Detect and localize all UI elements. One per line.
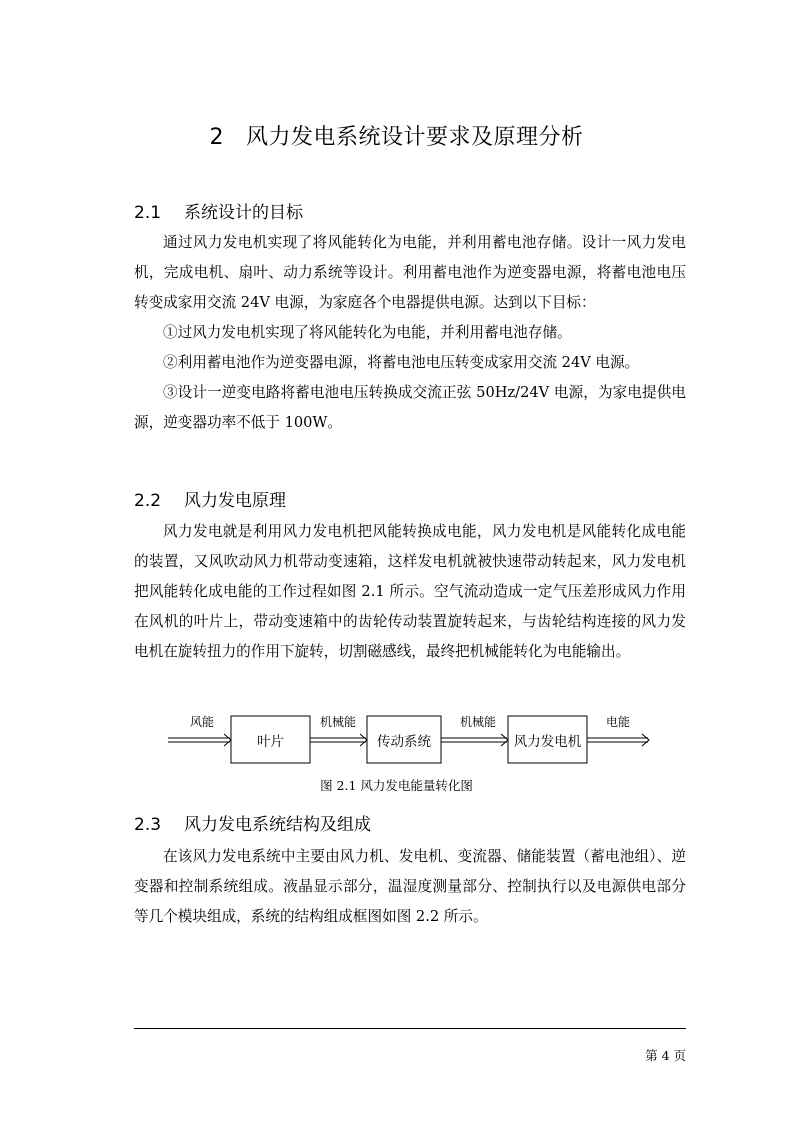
block-transmission bbox=[367, 716, 441, 763]
label-mechanical-energy: 机械能 bbox=[459, 715, 497, 729]
section-2-1-body bbox=[134, 228, 686, 438]
section-title: 系统设计的目标 bbox=[184, 203, 303, 223]
section-2-2-body bbox=[134, 517, 686, 667]
list-item: ③设计一逆变电路将蓄电池电压转换成交流正弦 50Hz/24V 电源，为家电提供电源，逆变器功率不低于 100W。 bbox=[134, 384, 686, 431]
section-heading-2-2 bbox=[134, 486, 286, 511]
figure-caption: 图 2.1 风力发电能量转化图 bbox=[320, 778, 473, 793]
arrow-wind-energy bbox=[168, 734, 231, 746]
footer-divider bbox=[134, 1028, 686, 1029]
section-number: 2.1 bbox=[134, 203, 162, 223]
block-label: 传动系统 bbox=[377, 734, 431, 750]
block-generator bbox=[508, 716, 587, 763]
block-label: 风力发电机 bbox=[513, 734, 582, 750]
block-blade bbox=[231, 716, 310, 763]
energy-conversion-diagram bbox=[160, 706, 660, 768]
paragraph: 风力发电就是利用风力发电机把风能转换成电能，风力发电机是风能转化成电能的装置，又风吹动风力机带动变速箱，这样发电机就被快速带动转起来，风力发电机把风能转化成电能的工作过程如图 2.1 所示。空气流动造成一定气压差形成风力作用在风机的叶片上，带动变速箱中的齿轮传动装置旋转起来，与齿轮结构连接的风力发电机在旋转扭力的作用下旋转，切割磁感线，最终把机械能转化为电能输出。 bbox=[134, 523, 686, 660]
section-title: 风力发电系统结构及组成 bbox=[184, 815, 371, 835]
section-number: 2.2 bbox=[134, 491, 162, 511]
arrow-mechanical-2 bbox=[441, 734, 508, 746]
arrow-electric-energy bbox=[587, 734, 649, 746]
block-label: 叶片 bbox=[257, 734, 284, 750]
label-mechanical-energy: 机械能 bbox=[319, 715, 357, 729]
label-wind-energy: 风能 bbox=[189, 715, 215, 729]
list-item: ②利用蓄电池作为逆变器电源，将蓄电池电压转变成家用交流 24V 电源。 bbox=[163, 354, 640, 371]
paragraph: 在该风力发电系统中主要由风力机、发电机、变流器、储能装置（蓄电池组）、逆变器和控制系统组成。液晶显示部分，温湿度测量部分、控制执行以及电源供电部分等几个模块组成，系统的结构组成框图如图 2.2 所示。 bbox=[134, 848, 686, 925]
paragraph: 通过风力发电机实现了将风能转化为电能，并利用蓄电池存储。设计一风力发电机，完成电机、扇叶、动力系统等设计。利用蓄电池作为逆变器电源，将蓄电池电压转变成家用交流 24V 电源，为家庭各个电器提供电源。达到以下目标： bbox=[134, 234, 686, 311]
section-heading-2-3 bbox=[134, 810, 371, 835]
arrow-mechanical-1 bbox=[310, 734, 367, 746]
section-heading-2-1 bbox=[134, 198, 303, 223]
section-number: 2.3 bbox=[134, 815, 162, 835]
section-title: 风力发电原理 bbox=[184, 491, 286, 511]
chapter-title-text: 风力发电系统设计要求及原理分析 bbox=[245, 125, 584, 150]
chapter-number: 2 bbox=[209, 125, 224, 150]
list-item: ①过风力发电机实现了将风能转化为电能，并利用蓄电池存储。 bbox=[163, 324, 572, 341]
chapter-title bbox=[0, 120, 793, 151]
page-number: 第 4 页 bbox=[645, 1048, 686, 1063]
label-electric-energy: 电能 bbox=[605, 715, 631, 729]
section-2-3-body bbox=[134, 842, 686, 932]
